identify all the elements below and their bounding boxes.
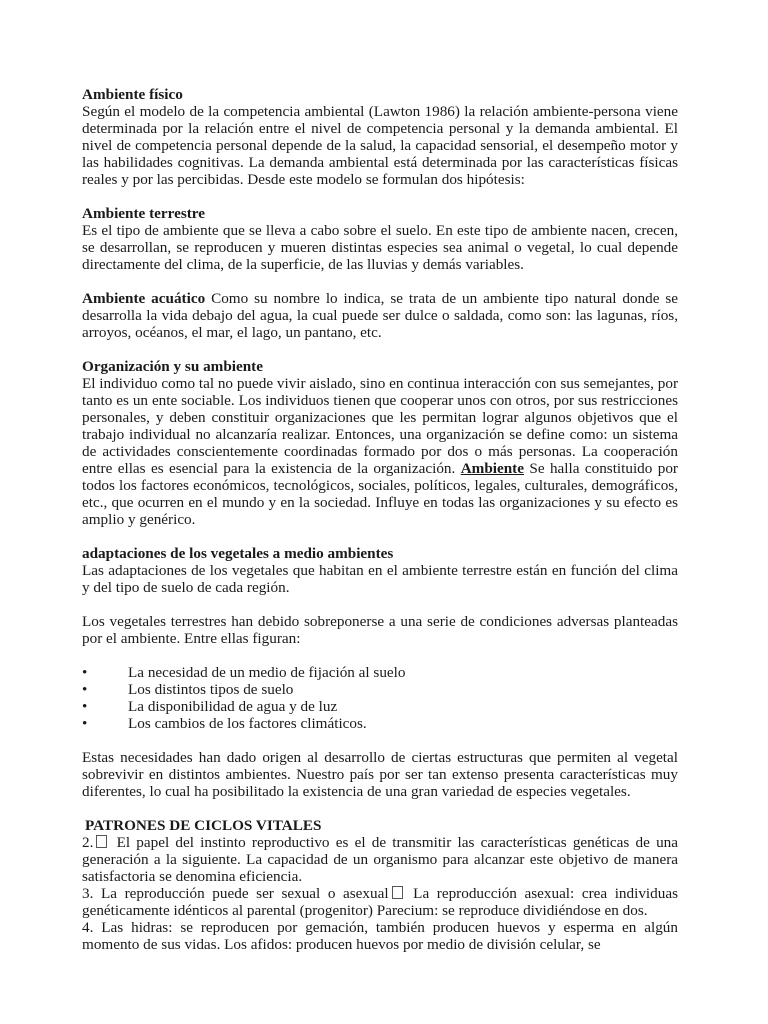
paragraph-organizacion: [82, 375, 678, 528]
paragraph-ambiente-acuatico: [82, 290, 678, 341]
document-page: [82, 86, 678, 953]
list-item: [82, 698, 678, 715]
list-item-text: Los distintos tipos de suelo: [128, 681, 294, 698]
list-item-text: La disponibilidad de agua y de luz: [128, 698, 338, 715]
bullet-icon: •: [82, 698, 88, 715]
heading-adaptaciones-vegetales: adaptaciones de los vegetales a medio ambientes: [82, 545, 394, 562]
list-item-text: La necesidad de un medio de fijación al suelo: [128, 664, 406, 681]
paragraph-adaptaciones-2: Los vegetales terrestres han debido sobreponerse a una serie de condiciones adversas planteadas por el ambiente. Entre ellas figuran:: [82, 613, 678, 647]
list-item: [82, 664, 678, 681]
item-text-pre: 3. La reproducción puede ser sexual o asexual: [82, 885, 389, 902]
paragraph-patrones-4: 4. Las hidras: se reproducen por gemación, también producen huevos y esperma en algún momento de sus vidas. Los afidos: producen huevos por medio de división celular, se: [82, 919, 678, 953]
heading-ambiente-fisico: Ambiente físico: [82, 86, 183, 103]
bullet-list-condiciones: [82, 664, 678, 732]
paragraph-patrones-3: [82, 885, 678, 919]
text-ambiente-acuatico: Como su nombre lo indica, se trata de un ambiente tipo natural donde se desarrolla la vida debajo del agua, la cual puede ser dulce o saldada, como son: las lagunas, ríos, arroyos, océanos, el mar, el lago, un pantano, etc.: [82, 290, 678, 341]
list-item: [82, 681, 678, 698]
missing-glyph-icon: [96, 835, 107, 848]
heading-ambiente-terrestre: Ambiente terrestre: [82, 205, 205, 222]
bullet-icon: •: [82, 664, 88, 681]
bullet-icon: •: [82, 681, 88, 698]
paragraph-adaptaciones-1: Las adaptaciones de los vegetales que habitan en el ambiente terrestre están en función del clima y del tipo de suelo de cada región.: [82, 562, 678, 596]
item-text-post: La reproducción asexual: crea individuas genéticamente idénticos al parental (progenitor) Parecium: se reproduce dividiéndose en dos.: [82, 885, 678, 919]
list-item-text: Los cambios de los factores climáticos.: [128, 715, 367, 732]
text-ambiente-definicion: Se halla constituido por todos los factores económicos, tecnológicos, sociales, políticos, legales, culturales, demográficos, etc., que ocurren en el mundo y en la sociedad. Influye en todas las organizaciones y su efecto es amplio y genérico.: [82, 460, 678, 528]
paragraph-ambiente-fisico: Según el modelo de la competencia ambiental (Lawton 1986) la relación ambiente-persona viene determinada por la relación entre el nivel de competencia personal y la demanda ambiental. El nivel de competencia personal depende de la salud, la capacidad sensorial, el desempeño motor y las habilidades cognitivas. La demanda ambiental está determinada por las características físicas reales y por las percibidas. Desde este modelo se formulan dos hipótesis:: [82, 103, 678, 188]
heading-organizacion: Organización y su ambiente: [82, 358, 263, 375]
item-number: 2.: [82, 834, 94, 851]
paragraph-ambiente-terrestre: Es el tipo de ambiente que se lleva a cabo sobre el suelo. En este tipo de ambiente nacen, crecen, se desarrollan, se reproducen y mueren distintas especies sea animal o vegetal, lo cual depende directamente del clima, de la superficie, de las lluvias y demás variables.: [82, 222, 678, 273]
bullet-icon: •: [82, 715, 88, 732]
paragraph-adaptaciones-3: Estas necesidades han dado origen al desarrollo de ciertas estructuras que permiten al vegetal sobrevivir en distintos ambientes. Nuestro país por ser tan extenso presenta características muy diferentes, lo cual ha posibilitado la existencia de una gran variedad de especies vegetales.: [82, 749, 678, 800]
missing-glyph-icon: [392, 886, 403, 899]
paragraph-patrones-2: [82, 834, 678, 885]
heading-patrones-ciclos: PATRONES DE CICLOS VITALES: [85, 817, 322, 834]
text-organizacion: El individuo como tal no puede vivir aislado, sino en continua interacción con sus semejantes, por tanto es un ente sociable. Los individuos tienen que cooperar unos con otros, por sus restricciones personales, y deben constituir organizaciones que les permitan lograr algunos objetivos que el trabajo individual no alcanzaría realizar. Entonces, una organización se define como: un sistema de actividades conscientemente coordinadas formado por dos o más personas. La cooperación entre ellas es esencial para la existencia de la organización.: [82, 375, 678, 477]
heading-ambiente-acuatico: Ambiente acuático: [82, 290, 206, 307]
term-ambiente: Ambiente: [460, 460, 524, 477]
item-text: El papel del instinto reproductivo es el de transmitir las características genéticas de una generación a la siguiente. La capacidad de un organismo para alcanzar este objetivo de manera satisfactoria se denomina eficiencia.: [82, 834, 678, 885]
list-item: [82, 715, 678, 732]
